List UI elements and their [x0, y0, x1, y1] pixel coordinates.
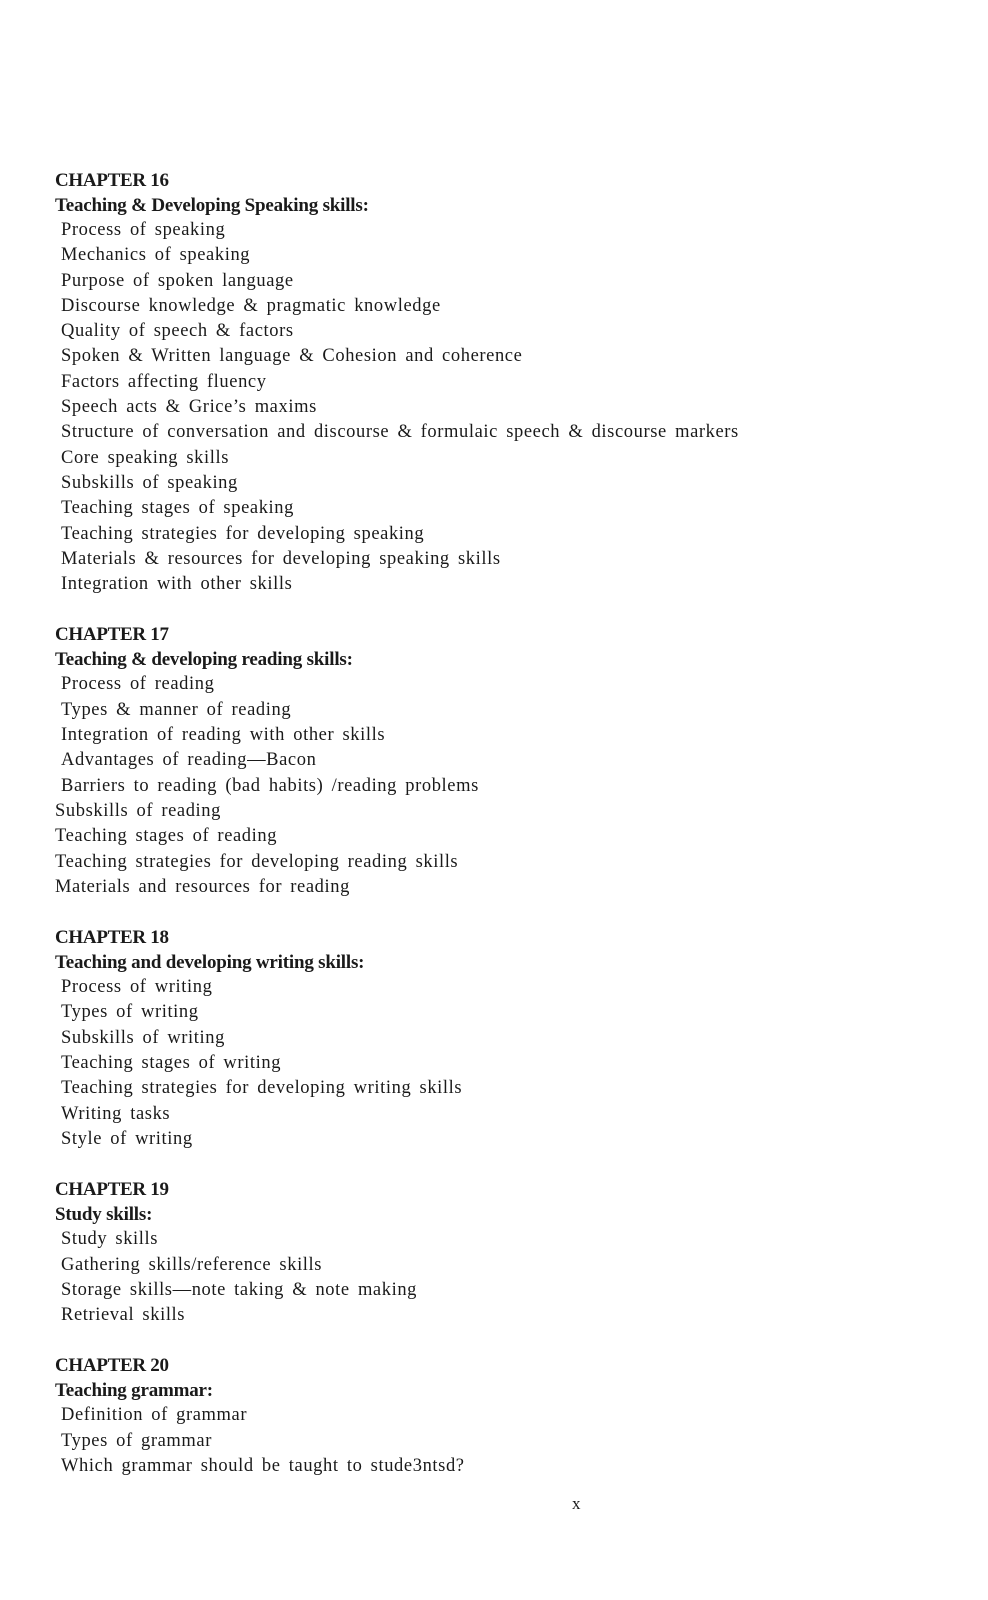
chapter-title: Teaching grammar: — [55, 1380, 213, 1402]
topic-item: Barriers to reading (bad habits) /reading problems — [61, 775, 479, 796]
topic-item: Style of writing — [61, 1128, 193, 1149]
topic-item: Integration of reading with other skills — [61, 725, 386, 746]
topic-item: Speech acts & Grice’s maxims — [61, 397, 317, 418]
chapter-20 — [55, 1353, 955, 1479]
topic-list — [55, 1227, 955, 1328]
chapter-title: Teaching and developing writing skills: — [55, 952, 365, 974]
page-number: x — [572, 1494, 581, 1513]
table-of-contents — [55, 168, 955, 1504]
topic-item: Structure of conversation and discourse & formulaic speech & discourse markers — [61, 422, 739, 443]
chapter-label: CHAPTER 17 — [55, 624, 169, 646]
topic-item: Process of reading — [61, 674, 215, 695]
topic-item: Types of grammar — [61, 1430, 212, 1451]
chapter-title: Teaching & developing reading skills: — [55, 649, 353, 671]
chapter-17 — [55, 622, 955, 900]
chapter-18 — [55, 925, 955, 1152]
topic-item: Factors affecting fluency — [61, 371, 267, 392]
topic-item: Teaching strategies for developing reading skills — [55, 851, 459, 872]
topic-list — [55, 975, 955, 1152]
topic-item: Subskills of speaking — [61, 472, 238, 493]
topic-item: Teaching stages of reading — [55, 826, 278, 847]
chapter-label: CHAPTER 18 — [55, 927, 169, 949]
topic-item: Definition of grammar — [61, 1405, 248, 1426]
topic-list — [55, 218, 955, 597]
topic-item: Materials and resources for reading — [55, 876, 350, 897]
topic-item: Mechanics of speaking — [61, 245, 251, 266]
topic-item: Purpose of spoken language — [61, 270, 294, 291]
chapter-title: Study skills: — [55, 1204, 153, 1226]
topic-item: Teaching stages of speaking — [61, 498, 294, 519]
topic-item: Materials & resources for developing speaking skills — [61, 548, 501, 569]
chapter-title: Teaching & Developing Speaking skills: — [55, 195, 369, 216]
chapter-19 — [55, 1177, 955, 1328]
topic-list — [55, 1403, 955, 1479]
topic-item: Teaching strategies for developing speaking — [61, 523, 425, 544]
topic-item: Subskills of reading — [55, 800, 221, 821]
topic-item: Retrieval skills — [61, 1305, 186, 1326]
topic-item: Types of writing — [61, 1002, 199, 1023]
topic-item: Discourse knowledge & pragmatic knowledge — [61, 295, 441, 316]
topic-item: Teaching strategies for developing writing skills — [61, 1078, 463, 1099]
topic-item: Process of speaking — [61, 220, 226, 240]
topic-item: Storage skills—note taking & note making — [61, 1279, 418, 1300]
topic-item: Core speaking skills — [61, 447, 230, 468]
topic-item: Gathering skills/reference skills — [61, 1254, 323, 1275]
topic-item: Types & manner of reading — [61, 699, 292, 720]
chapter-16 — [55, 168, 955, 597]
topic-item: Subskills of writing — [61, 1027, 225, 1048]
topic-item: Study skills — [61, 1229, 159, 1250]
chapter-label: CHAPTER 16 — [55, 170, 169, 191]
topic-item: Spoken & Written language & Cohesion and coherence — [61, 346, 523, 367]
topic-item: Which grammar should be taught to stude3ntsd? — [61, 1455, 465, 1476]
topic-item: Process of writing — [61, 977, 213, 998]
topic-item: Teaching stages of writing — [61, 1053, 282, 1074]
chapter-label: CHAPTER 19 — [55, 1179, 169, 1201]
chapter-label: CHAPTER 20 — [55, 1355, 169, 1377]
topic-item: Integration with other skills — [61, 574, 293, 595]
topic-list — [55, 672, 955, 900]
topic-item: Writing tasks — [61, 1103, 171, 1124]
topic-item: Quality of speech & factors — [61, 321, 294, 342]
topic-item: Advantages of reading—Bacon — [61, 750, 317, 771]
